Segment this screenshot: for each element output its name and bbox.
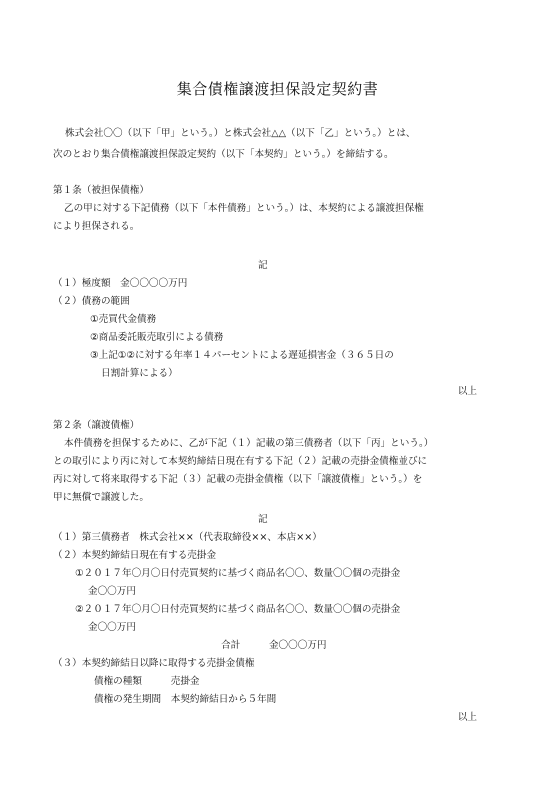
article-2-item-third-debtor: （１）第三債務者 株式会社××（代表取締役××、本店××） xyxy=(53,532,322,543)
article-1-body-line-1: 乙の甲に対する下記債務（以下「本件債務」という。）は、本契約による譲渡担保権 xyxy=(64,203,424,214)
article-1-ijo: 以上 xyxy=(457,386,477,397)
article-1-ki: 記 xyxy=(258,260,268,271)
article-2-receivable-period: 債権の発生期間 本契約締結日から５年間 xyxy=(94,694,277,705)
article-2-body-line-2: との取引により丙に対して本契約締結日現在有する下記（２）記載の売掛金債権並びに xyxy=(53,456,428,467)
article-2-total: 合計 金〇〇〇万円 xyxy=(221,640,327,651)
article-1-item-maximum: （１）極度額 金〇〇〇〇万円 xyxy=(53,278,188,289)
article-2-body-line-3: 丙に対して将来取得する下記（３）記載の売掛金債権（以下「譲渡債権」という。）を xyxy=(53,474,423,485)
preamble-line-2: 次のとおり集合債権譲渡担保設定契約（以下「本契約」という。）を締結する。 xyxy=(53,149,394,160)
article-1-sub-item-2: ②商品委託販売取引による債務 xyxy=(90,332,224,343)
article-2-ki: 記 xyxy=(258,514,268,525)
article-2-ijo: 以上 xyxy=(457,712,477,723)
article-1-sub-item-3: ③上記①②に対する年率１４パーセントによる遅延損害金（３６５日の xyxy=(90,350,394,361)
article-1-heading: 第１条（被担保債権） xyxy=(53,185,149,196)
article-2-item-existing-receivables: （２）本契約締結日現在有する売掛金 xyxy=(53,550,217,561)
article-2-receivable-2: ②２０１７年〇月〇日付売買契約に基づく商品名〇〇、数量〇〇個の売掛金 xyxy=(75,604,401,615)
article-2-body-line-1: 本件債務を担保するために、乙が下記（１）記載の第三債務者（以下「丙」という。） xyxy=(64,438,434,449)
article-2-receivable-type: 債権の種類 売掛金 xyxy=(94,676,200,687)
article-1-sub-item-1: ①売買代金債務 xyxy=(90,314,157,325)
document-title: 集合債権譲渡担保設定契約書 xyxy=(176,80,379,98)
article-2-receivable-2-amount: 金〇〇万円 xyxy=(88,622,136,633)
article-1-sub-item-3-cont: 日割計算による） xyxy=(101,368,178,379)
article-2-receivable-1: ①２０１７年〇月〇日付売買契約に基づく商品名〇〇、数量〇〇個の売掛金 xyxy=(75,568,401,579)
article-1-body-line-2: により担保される。 xyxy=(53,221,140,232)
article-2-heading: 第２条（譲渡債権） xyxy=(53,420,140,431)
preamble-line-1: 株式会社〇〇（以下「甲」という。）と株式会社△△（以下「乙」という。）とは、 xyxy=(65,128,416,139)
article-2-item-future-receivables: （３）本契約締結日以降に取得する売掛金債権 xyxy=(53,658,255,669)
article-2-body-line-4: 甲に無償で譲渡した。 xyxy=(53,492,149,503)
article-1-item-scope: （２）債務の範囲 xyxy=(53,296,130,307)
article-2-receivable-1-amount: 金〇〇万円 xyxy=(88,586,136,597)
